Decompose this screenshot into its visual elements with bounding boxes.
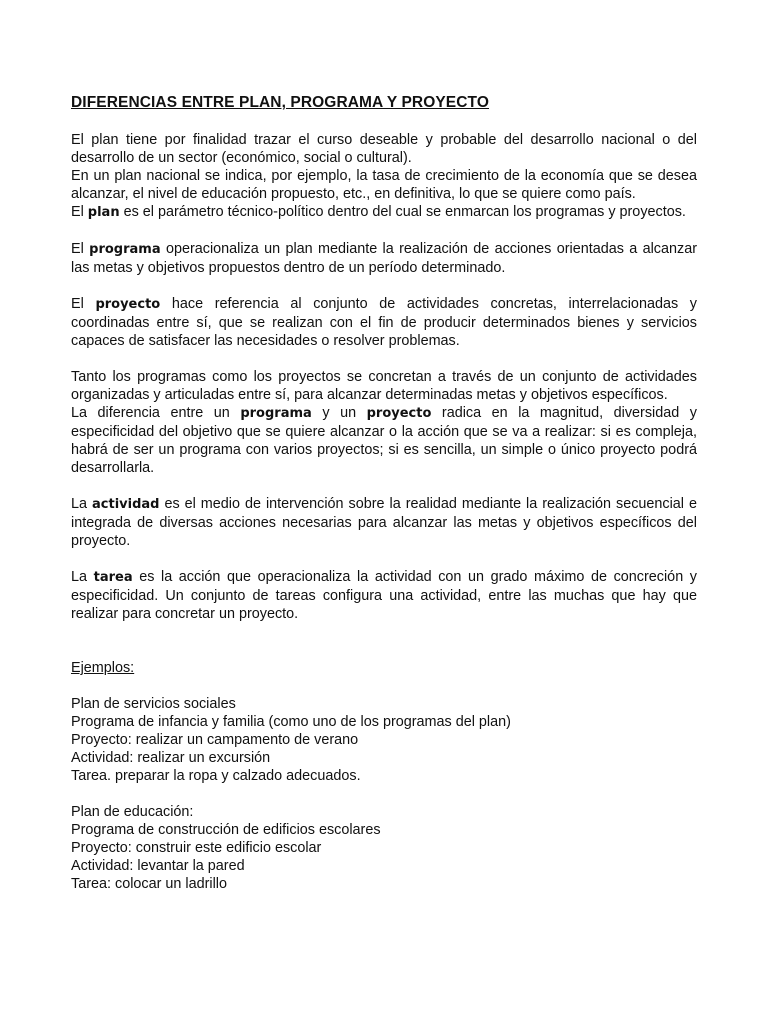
example-line: Actividad: realizar un excursión [71,750,271,766]
paragraph-diferencia [71,404,697,477]
example-line: Tarea: colocar un ladrillo [71,876,227,892]
text-run: radica en la magnitud, diversidad y especificidad del objetivo que se quiere alcanzar o la acción que se va a realizar: si es compleja, habrá de ser un programa con varios proyectos; si es sencilla, un simple o único proyecto podrá desarrollarla. [71,405,697,476]
paragraph-programa [71,240,697,277]
examples-group-1 [71,695,697,785]
text-run: es el medio de intervención sobre la realidad mediante la realización secuencial e integrada de diversas acciones necesarias para alcanzar las metas y objetivos específicos del proyecto. [71,496,697,549]
example-line: Plan de educación: [71,804,194,820]
keyword-proyecto: proyecto [366,406,432,421]
document-page [71,94,697,893]
example-line: Proyecto: construir este edificio escolar [71,840,322,856]
paragraph-plan-purpose: El plan tiene por finalidad trazar el curso deseable y probable del desarrollo nacional o del desarrollo de un sector (económico, social o cultural). [71,132,697,166]
text-run: La diferencia entre un [71,405,241,421]
keyword-proyecto: proyecto [95,297,161,312]
text-run: El [71,204,88,220]
keyword-programa: programa [240,406,312,421]
keyword-programa: programa [89,242,161,257]
paragraph-actividad [71,495,697,550]
paragraph-plan-national: En un plan nacional se indica, por ejemplo, la tasa de crecimiento de la economía que se desea alcanzar, el nivel de educación propuesto, etc., en definitiva, lo que se quiere como país. [71,168,697,202]
example-line: Proyecto: realizar un campamento de verano [71,732,359,748]
keyword-tarea: tarea [93,570,133,585]
keyword-plan: plan [87,205,120,220]
example-line: Tarea. preparar la ropa y calzado adecuados. [71,768,361,784]
example-line: Plan de servicios sociales [71,696,236,712]
example-line: Programa de infancia y familia (como uno de los programas del plan) [71,714,511,730]
paragraph-tarea [71,568,697,623]
text-run: hace referencia al conjunto de actividades concretas, interrelacionadas y coordinadas entre sí, que se realizan con el fin de producir determinados bienes y servicios capaces de satisfacer las necesidades o resolver problemas. [71,296,697,349]
paragraph-proyecto [71,295,697,350]
text-run: El [71,296,96,312]
text-run: El [71,241,90,257]
example-line: Actividad: levantar la pared [71,858,245,874]
examples-heading: Ejemplos: [71,660,135,676]
text-run: operacionaliza un plan mediante la realización de acciones orientadas a alcanzar las metas y objetivos propuestos dentro de un período determinado. [71,241,697,276]
paragraph-tanto: Tanto los programas como los proyectos se concretan a través de un conjunto de actividades organizadas y articuladas entre sí, para alcanzar determinadas metas y objetivos específicos. [71,369,697,403]
paragraph-plan-parameter [71,203,697,222]
example-line: Programa de construcción de edificios escolares [71,822,381,838]
document-title: DIFERENCIAS ENTRE PLAN, PROGRAMA Y PROYECTO [71,94,489,111]
text-run: y un [311,405,367,421]
keyword-actividad: actividad [92,497,160,512]
text-run: es la acción que operacionaliza la actividad con un grado máximo de concreción y especificidad. Un conjunto de tareas configura una actividad, entre las muchas que hay que realizar para concretar un proyecto. [71,569,697,622]
text-run: es el parámetro técnico-político dentro del cual se enmarcan los programas y proyectos. [119,204,686,220]
examples-group-2 [71,803,697,893]
text-run: La [71,569,94,585]
text-run: La [71,496,92,512]
